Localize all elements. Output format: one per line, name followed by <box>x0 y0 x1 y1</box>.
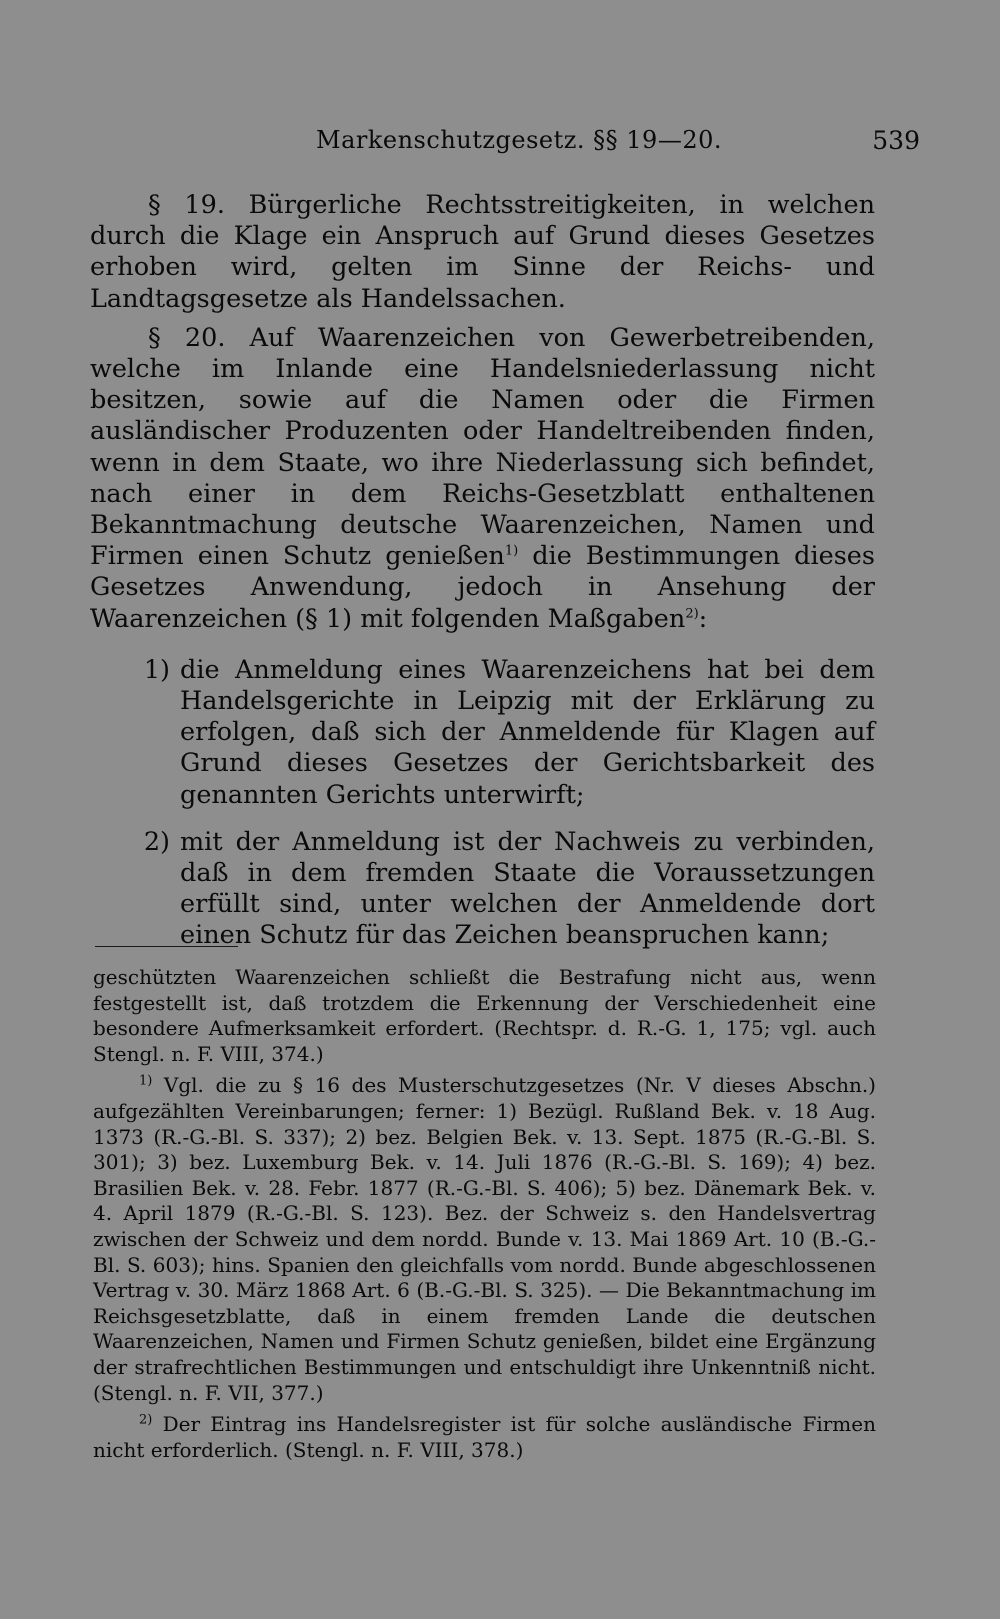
page-header <box>96 126 920 162</box>
footnote-ref-1: 1) <box>504 543 519 559</box>
footnote-ref-2: 2) <box>685 606 699 622</box>
footnote-divider <box>95 946 238 947</box>
footnote-continuation: geschützten Waarenzeichen schließt die Bestrafung nicht aus, wenn festgestellt ist, daß trotzdem die Erkennung der Verschiedenheit eine besondere Aufmerksamkeit erfordert. (Rechtspr. d. R.-G. 1, 175; vgl. auch Stengl. n. F. VIII, 374.) <box>93 965 876 1066</box>
section-20-text-part2: die Bestimmungen dieses Gesetzes Anwendung, jedoch in Ansehung der Waarenzeichen (§ 1) mit folgenden Maßgaben <box>90 541 875 634</box>
main-text <box>90 190 875 968</box>
footnote-1 <box>93 1073 876 1406</box>
footnotes <box>93 965 876 1463</box>
page-number: 539 <box>872 126 920 155</box>
footnote-2-mark: 2) <box>139 1412 153 1428</box>
provisions-list <box>90 655 875 952</box>
list-item-text: die Anmeldung eines Waarenzeichens hat bei dem Handelsgerichte in Leipzig mit der Erklärung zu erfolgen, daß sich der Anmeldende für Klagen auf Grund dieses Gesetzes der Gerichtsbarkeit des genannten Gerichts unterwirft; <box>180 654 875 810</box>
list-item <box>90 827 875 952</box>
footnote-2-text: Der Eintrag ins Handelsregister ist für solche ausländische Firmen nicht erforderlich. (Stengl. n. F. VIII, 378.) <box>93 1412 876 1462</box>
section-20-text-part3: : <box>698 603 708 634</box>
list-item <box>90 655 875 811</box>
list-item-text: mit der Anmeldung ist der Nachweis zu verbinden, daß in dem fremden Staate die Voraussetzungen erfüllt sind, unter welchen der Anmeldende dort einen Schutz für das Zeichen beanspruchen kann; <box>180 826 875 951</box>
footnote-2 <box>93 1412 876 1463</box>
list-item-number: 1) <box>143 654 170 685</box>
footnote-1-text: Vgl. die zu § 16 des Musterschutzgesetzes (Nr. V dieses Abschn.) aufgezählten Vereinbarungen; ferner: 1) Bezügl. Rußland Bek. v. 18 Aug. 1373 (R.-G.-Bl. S. 337); 2) bez. Belgien Bek. v. 13. Sept. 1875 (R.-G.-Bl. S. 301); 3) bez. Luxemburg Bek. v. 14. Juli 1876 (R.-G.-Bl. S. 169); 4) bez. Brasilien Bek. v. 28. Febr. 1877 (R.-G.-Bl. S. 406); 5) bez. Dänemark Bek. v. 4. April 1879 (R.-G.-Bl. S. 123). Bez. der Schweiz s. den Handelsvertrag zwischen der Schweiz und dem nordd. Bunde v. 13. Mai 1869 Art. 10 (B.-G.-Bl. S. 603); hins. Spanien den gleichfalls vom nordd. Bunde abgeschlossenen Vertrag v. 30. März 1868 Art. 6 (B.-G.-Bl. S. 325). — Die Bekanntmachung im Reichsgesetzblatte, daß in einem fremden Lande die deutschen Waarenzeichen, Namen und Firmen Schutz genießen, bildet eine Ergänzung der strafrechtlichen Bestimmungen und entschuldigt ihre Unkenntniß nicht. (Stengl. n. F. VII, 377.) <box>93 1073 876 1405</box>
section-20-paragraph <box>90 323 875 635</box>
list-item-number: 2) <box>143 826 170 857</box>
footnote-1-mark: 1) <box>139 1073 153 1089</box>
section-20-text-part1: § 20. Auf Waarenzeichen von Gewerbetreibenden, welche im Inlande eine Handelsniederlassung nicht besitzen, sowie auf die Namen oder die Firmen ausländischer Produzenten oder Handeltreibenden finden, wenn in dem Staate, wo ihre Niederlassung sich befindet, nach einer in dem Reichs-Gesetzblatt enthaltenen Bekanntmachung deutsche Waarenzeichen, Namen und Firmen einen Schutz genießen <box>90 322 875 572</box>
section-19-paragraph: § 19. Bürgerliche Rechtsstreitigkeiten, in welchen durch die Klage ein Anspruch auf Grund dieses Gesetzes erhoben wird, gelten im Sinne der Reichs- und Landtagsgesetze als Handelssachen. <box>90 190 875 314</box>
running-title: Markenschutzgesetz. §§ 19—20. <box>316 126 722 154</box>
